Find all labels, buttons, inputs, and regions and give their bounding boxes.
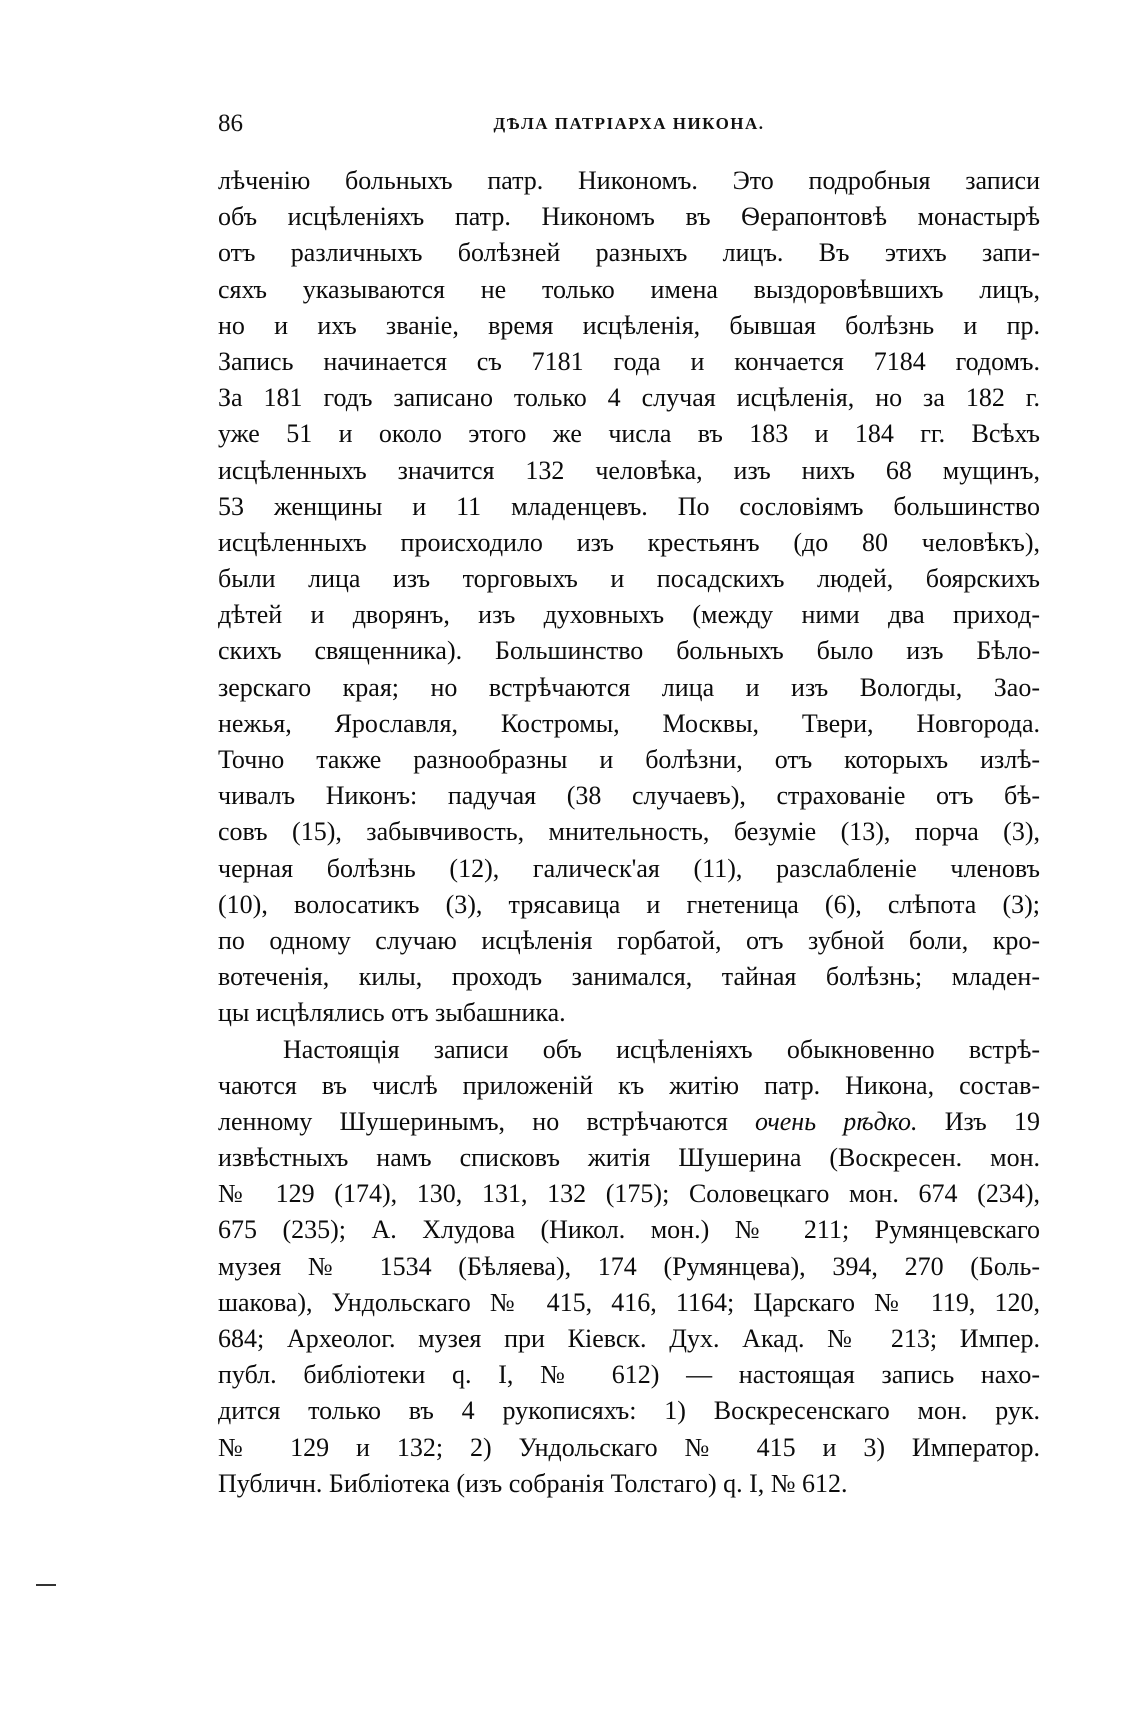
text-line: публ. библіотеки q. I, № 612) — настоящая запись нахо- <box>218 1360 1040 1390</box>
text-run: Изъ 19 <box>917 1106 1040 1136</box>
text-line: шакова), Ундольскаго № 415, 416, 1164; Царскаго № 119, 120, <box>218 1287 1040 1317</box>
text-line: дѣтей и дворянъ, изъ духовныхъ (между ними два приход- <box>218 600 1040 630</box>
text-line: цы исцѣлялись отъ зыбашника. <box>218 998 566 1028</box>
paragraph-2 <box>218 1032 1040 1502</box>
text-line: зерскаго края; но встрѣчаются лица и изъ Вологды, Зао- <box>218 672 1040 702</box>
text-line: скихъ священника). Большинство больныхъ было изъ Бѣло- <box>218 636 1040 666</box>
text-line: лѣченію больныхъ патр. Никономъ. Это подробныя записи <box>218 166 1040 195</box>
text-line: Публичн. Библіотека (изъ собранія Толстаго) q. I, № 612. <box>218 1468 848 1498</box>
text-line: извѣстныхъ намъ списковъ житія Шушерина (Воскресен. мон. <box>218 1143 1040 1173</box>
page-number: 86 <box>218 110 243 137</box>
running-title: ДѢЛА ПАТРІАРХА НИКОНА. <box>493 114 765 133</box>
text-line: дится только въ 4 рукописяхъ: 1) Воскресенскаго мон. рук. <box>218 1396 1040 1426</box>
emphasized-text: очень рѣдко. <box>755 1106 918 1136</box>
page-header <box>218 110 1040 142</box>
body-text <box>218 163 1040 1502</box>
text-line: № 129 (174), 130, 131, 132 (175); Соловецкаго мон. 674 (234), <box>218 1179 1040 1209</box>
text-line: Точно также разнообразны и болѣзни, отъ которыхъ излѣ- <box>218 745 1040 774</box>
text-line: чивалъ Никонъ: падучая (38 случаевъ), страхованіе отъ бѣ- <box>218 781 1040 811</box>
text-line: сяхъ указываются не только имена выздоровѣвшихъ лицъ, <box>218 274 1040 304</box>
text-line: вотеченія, килы, проходъ занимался, тайная болѣзнь; младен- <box>218 962 1040 992</box>
text-line: исцѣленныхъ происходило изъ крестьянъ (до 80 человѣкъ), <box>218 527 1040 557</box>
text-line: чаются въ числѣ приложеній къ житію патр. Никона, состав- <box>218 1070 1040 1100</box>
text-line <box>218 1104 1040 1140</box>
text-line: объ исцѣленіяхъ патр. Никономъ въ Ѳерапонтовѣ монастырѣ <box>218 202 1040 232</box>
text-line: Настоящія записи объ исцѣленіяхъ обыкновенно встрѣ- <box>283 1034 1040 1064</box>
text-line: 53 женщины и 11 младенцевъ. По сословіямъ большинство <box>218 491 1040 521</box>
text-line: За 181 годъ записано только 4 случая исцѣленія, но за 182 г. <box>218 383 1040 413</box>
text-line: по одному случаю исцѣленія горбатой, отъ зубной боли, кро- <box>218 925 1040 955</box>
text-run: ленному Шушеринымъ, но встрѣчаются <box>218 1106 756 1136</box>
paragraph-1 <box>218 163 1040 1032</box>
text-line: нежья, Ярославля, Костромы, Москвы, Твери, Новгорода. <box>218 708 1040 738</box>
text-line: но и ихъ званіе, время исцѣленія, бывшая болѣзнь и пр. <box>218 310 1040 340</box>
margin-mark <box>36 1584 56 1586</box>
text-line: 675 (235); А. Хлудова (Никол. мон.) № 211; Румянцевскаго <box>218 1215 1040 1245</box>
text-line: черная болѣзнь (12), галическ'ая (11), разслабленіе членовъ <box>218 853 1040 883</box>
text-line: совъ (15), забывчивость, мнительность, безуміе (13), порча (3), <box>218 817 1040 847</box>
text-line: (10), волосатикъ (3), трясавица и гнетеница (6), слѣпота (3); <box>218 889 1040 919</box>
text-line: уже 51 и около этого же числа въ 183 и 184 гг. Всѣхъ <box>218 419 1040 449</box>
text-line: отъ различныхъ болѣзней разныхъ лицъ. Въ этихъ запи- <box>218 238 1040 268</box>
text-line: музея № 1534 (Бѣляева), 174 (Румянцева), 394, 270 (Боль- <box>218 1251 1040 1281</box>
text-line: № 129 и 132; 2) Ундольскаго № 415 и 3) Император. <box>218 1432 1040 1462</box>
text-line: исцѣленныхъ значится 132 человѣка, изъ нихъ 68 мущинъ, <box>218 455 1040 485</box>
text-line: Запись начинается съ 7181 года и кончается 7184 годомъ. <box>218 346 1040 376</box>
text-line: были лица изъ торговыхъ и посадскихъ людей, боярскихъ <box>218 564 1040 594</box>
text-line: 684; Археолог. музея при Кіевск. Дух. Акад. № 213; Импер. <box>218 1324 1040 1353</box>
